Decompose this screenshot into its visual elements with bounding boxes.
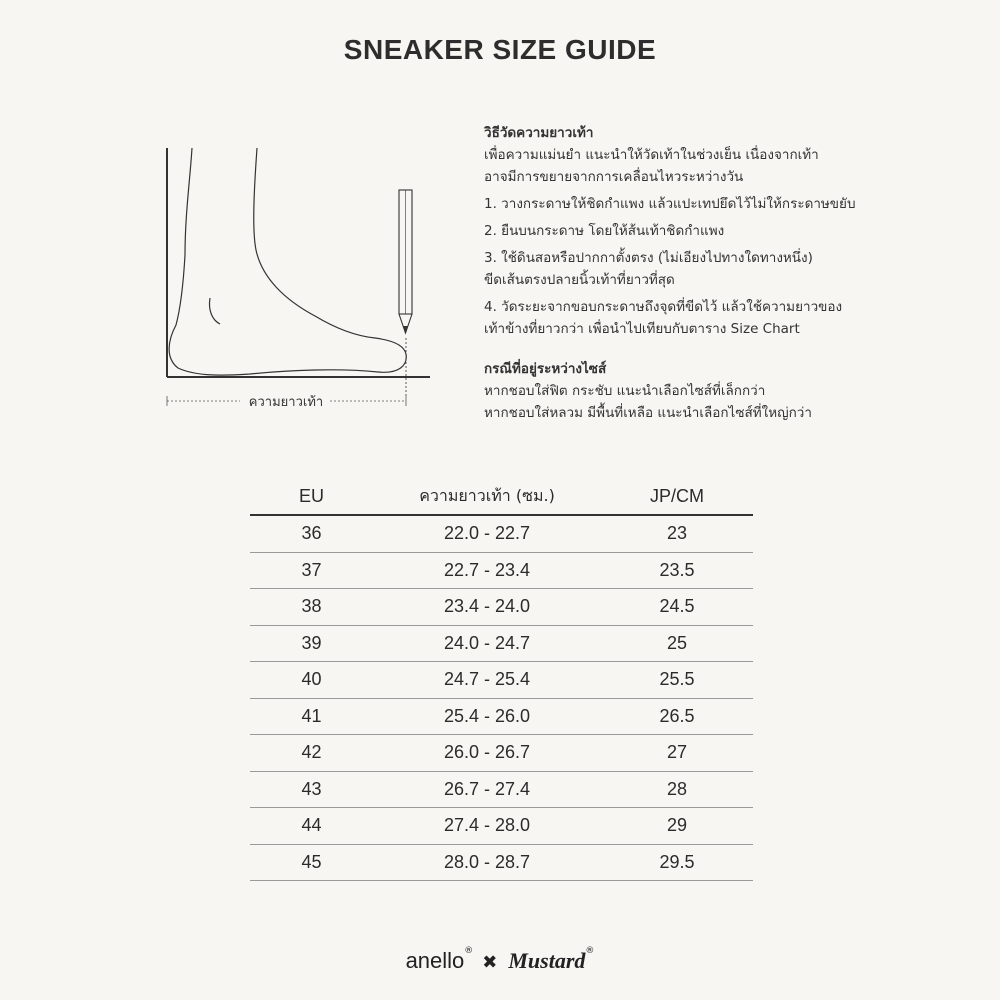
- foot-measure-illustration: [150, 140, 430, 420]
- brand-footer: [0, 948, 1000, 974]
- cell-jp: 25: [601, 625, 753, 662]
- table-row: [250, 771, 753, 808]
- cell-eu: 43: [250, 771, 373, 808]
- pencil-icon: [399, 190, 412, 333]
- header-jp-cm: JP/CM: [601, 478, 753, 515]
- cell-jp: 26.5: [601, 698, 753, 735]
- cell-jp: 29: [601, 808, 753, 845]
- foot-icon: [169, 148, 406, 375]
- header-foot-length: ความยาวเท้า (ซม.): [373, 478, 601, 515]
- table-row: [250, 844, 753, 881]
- cell-length: 22.0 - 22.7: [373, 515, 601, 552]
- cell-length: 28.0 - 28.7: [373, 844, 601, 881]
- cell-eu: 42: [250, 735, 373, 772]
- table-row: [250, 589, 753, 626]
- registered-mark-1: ®: [464, 946, 474, 956]
- cell-length: 26.0 - 26.7: [373, 735, 601, 772]
- header-eu: EU: [250, 478, 373, 515]
- cell-eu: 37: [250, 552, 373, 589]
- cell-jp: 28: [601, 771, 753, 808]
- how-to-heading: วิธีวัดความยาวเท้า: [484, 125, 594, 141]
- cell-eu: 44: [250, 808, 373, 845]
- cell-length: 24.7 - 25.4: [373, 662, 601, 699]
- table-row: [250, 552, 753, 589]
- cell-jp: 24.5: [601, 589, 753, 626]
- cell-eu: 38: [250, 589, 373, 626]
- cell-eu: 45: [250, 844, 373, 881]
- cell-jp: 25.5: [601, 662, 753, 699]
- cell-length: 27.4 - 28.0: [373, 808, 601, 845]
- instructions: [484, 122, 904, 424]
- collab-x-icon: ✖: [482, 952, 498, 973]
- brand-mustard-logo: Mustard: [508, 948, 586, 973]
- cell-jp: 29.5: [601, 844, 753, 881]
- table-row: [250, 625, 753, 662]
- cell-eu: 40: [250, 662, 373, 699]
- how-to-step-1: 1. วางกระดาษให้ชิดกำแพง แล้วแปะเทปยึดไว้ไม่ให้กระดาษขยับ: [484, 196, 856, 212]
- cell-length: 25.4 - 26.0: [373, 698, 601, 735]
- table-row: [250, 515, 753, 552]
- cell-eu: 36: [250, 515, 373, 552]
- table-header-row: [250, 478, 753, 515]
- how-to-step-4: 4. วัดระยะจากขอบกระดาษถึงจุดที่ขีดไว้ แล้วใช้ความยาวของ เท้าข้างที่ยาวกว่า เพื่อนำไปเทียบกับตาราง Size Chart: [484, 299, 843, 337]
- cell-eu: 41: [250, 698, 373, 735]
- table-row: [250, 662, 753, 699]
- cell-length: 22.7 - 23.4: [373, 552, 601, 589]
- how-to-step-3: 3. ใช้ดินสอหรือปากกาตั้งตรง (ไม่เอียงไปทางใดทางหนึ่ง) ขีดเส้นตรงปลายนิ้วเท้าที่ยาวที่สุด: [484, 250, 813, 288]
- between-sizes-line-2: หากชอบใส่หลวม มีพื้นที่เหลือ แนะนำเลือกไซส์ที่ใหญ่กว่า: [484, 405, 812, 421]
- cell-eu: 39: [250, 625, 373, 662]
- brand-anello-logo: anello: [405, 948, 465, 973]
- cell-jp: 27: [601, 735, 753, 772]
- size-table: [250, 478, 753, 881]
- page-title: SNEAKER SIZE GUIDE: [343, 34, 657, 65]
- cell-length: 23.4 - 24.0: [373, 589, 601, 626]
- registered-mark-2: ®: [585, 946, 595, 956]
- cell-jp: 23: [601, 515, 753, 552]
- cell-jp: 23.5: [601, 552, 753, 589]
- table-row: [250, 698, 753, 735]
- table-row: [250, 735, 753, 772]
- how-to-intro-1: เพื่อความแม่นยำ แนะนำให้วัดเท้าในช่วงเย็น เนื่องจากเท้า: [484, 147, 819, 163]
- how-to-step-2: 2. ยืนบนกระดาษ โดยให้ส้นเท้าชิดกำแพง: [484, 223, 725, 239]
- table-row: [250, 808, 753, 845]
- between-sizes-heading: กรณีที่อยู่ระหว่างไซส์: [484, 361, 607, 377]
- measure-label: ความยาวเท้า: [248, 395, 324, 410]
- how-to-intro-2: อาจมีการขยายจากการเคลื่อนไหวระหว่างวัน: [484, 169, 744, 185]
- wall-icon: [167, 148, 430, 377]
- cell-length: 26.7 - 27.4: [373, 771, 601, 808]
- cell-length: 24.0 - 24.7: [373, 625, 601, 662]
- between-sizes-line-1: หากชอบใส่ฟิต กระชับ แนะนำเลือกไซส์ที่เล็กกว่า: [484, 383, 766, 399]
